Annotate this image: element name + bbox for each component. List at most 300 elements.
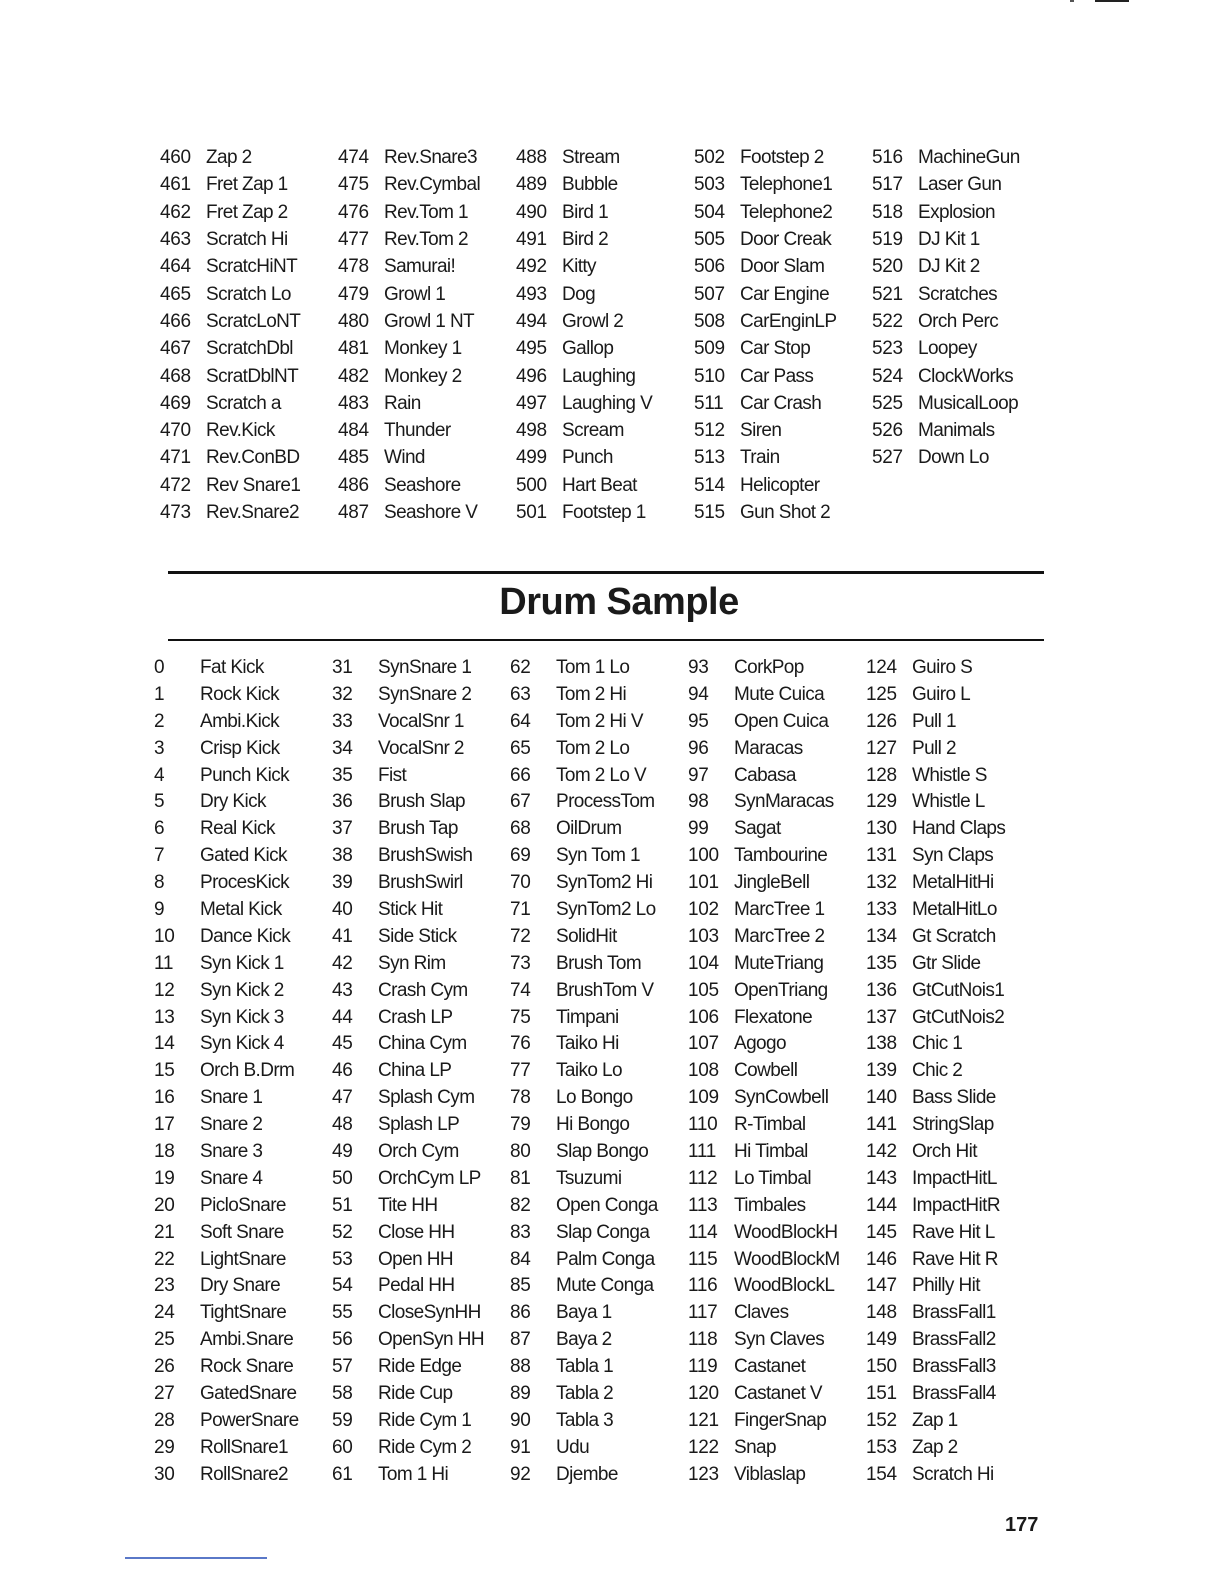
sound-name: Mute Conga bbox=[556, 1275, 654, 1297]
table-row bbox=[688, 1380, 866, 1407]
sound-number: 126 bbox=[866, 710, 897, 732]
sound-name: Ride Cym 2 bbox=[378, 1436, 472, 1458]
sound-number: 505 bbox=[694, 229, 725, 251]
table-row bbox=[516, 444, 694, 471]
sound-name: BrushSwirl bbox=[378, 872, 463, 894]
sound-name: Syn Rim bbox=[378, 952, 446, 974]
sound-number: 29 bbox=[154, 1436, 175, 1458]
sound-name: China LP bbox=[378, 1060, 452, 1082]
table-row bbox=[866, 1434, 1044, 1461]
sound-number: 68 bbox=[510, 818, 531, 840]
sound-number: 495 bbox=[516, 338, 547, 360]
table-row bbox=[154, 788, 332, 815]
sound-name: Telephone1 bbox=[740, 174, 833, 196]
sound-number: 89 bbox=[510, 1382, 531, 1404]
table-row bbox=[160, 417, 338, 444]
sound-name: Tom 2 Hi bbox=[556, 683, 627, 705]
sound-number: 127 bbox=[866, 737, 897, 759]
sound-number: 35 bbox=[332, 764, 353, 786]
sound-name: Laughing bbox=[562, 365, 636, 387]
table-row bbox=[154, 654, 332, 681]
sound-name: Rev.Tom 1 bbox=[384, 201, 468, 223]
sound-number: 63 bbox=[510, 683, 531, 705]
table-row bbox=[866, 1219, 1044, 1246]
table-row bbox=[510, 788, 688, 815]
table-row bbox=[332, 1219, 510, 1246]
sound-number: 77 bbox=[510, 1060, 531, 1082]
sound-number: 483 bbox=[338, 392, 369, 414]
table-row bbox=[154, 762, 332, 789]
sound-number: 90 bbox=[510, 1409, 531, 1431]
sound-number: 33 bbox=[332, 710, 353, 732]
table-row bbox=[872, 144, 1050, 171]
sound-number: 479 bbox=[338, 283, 369, 305]
sound-name: DJ Kit 1 bbox=[918, 229, 980, 251]
table-row bbox=[510, 1192, 688, 1219]
table-row bbox=[866, 1272, 1044, 1299]
table-row bbox=[872, 308, 1050, 335]
sound-number: 503 bbox=[694, 174, 725, 196]
table-row bbox=[516, 335, 694, 362]
table-row bbox=[866, 815, 1044, 842]
sound-name: OpenSyn HH bbox=[378, 1329, 484, 1351]
sound-number: 6 bbox=[154, 818, 165, 840]
table-row bbox=[694, 171, 872, 198]
sound-name: Syn Kick 3 bbox=[200, 1006, 284, 1028]
sound-name: Tom 2 Hi V bbox=[556, 710, 643, 732]
drum-sample-table bbox=[154, 654, 1050, 1488]
sound-number: 80 bbox=[510, 1140, 531, 1162]
table-row bbox=[510, 1461, 688, 1488]
table-row bbox=[872, 253, 1050, 280]
table-row bbox=[510, 950, 688, 977]
sound-name: FingerSnap bbox=[734, 1409, 827, 1431]
table-row bbox=[872, 226, 1050, 253]
sound-name: Car Stop bbox=[740, 338, 811, 360]
upper-sound-table bbox=[160, 144, 1050, 526]
sound-number: 65 bbox=[510, 737, 531, 759]
sound-name: Guiro L bbox=[912, 683, 971, 705]
table-row bbox=[688, 1434, 866, 1461]
sound-number: 137 bbox=[866, 1006, 897, 1028]
table-row bbox=[510, 762, 688, 789]
sound-number: 129 bbox=[866, 791, 897, 813]
sound-name: Dog bbox=[562, 283, 596, 305]
sound-name: Scratch Hi bbox=[912, 1463, 994, 1485]
sound-name: ProcessTom bbox=[556, 791, 655, 813]
table-row bbox=[338, 499, 516, 526]
sound-name: Snap bbox=[734, 1436, 776, 1458]
sound-number: 523 bbox=[872, 338, 903, 360]
table-row bbox=[516, 280, 694, 307]
table-row bbox=[516, 226, 694, 253]
sound-name: LightSnare bbox=[200, 1248, 286, 1270]
sound-name: Rev.Snare2 bbox=[206, 502, 299, 523]
sound-name: ScratDblNT bbox=[206, 365, 299, 387]
sound-number: 104 bbox=[688, 952, 719, 974]
sound-number: 38 bbox=[332, 845, 353, 867]
sound-name: Rock Kick bbox=[200, 683, 280, 705]
table-row bbox=[332, 1461, 510, 1488]
sound-number: 36 bbox=[332, 791, 353, 813]
sound-number: 507 bbox=[694, 283, 725, 305]
sound-name: Tom 1 Lo bbox=[556, 656, 630, 678]
table-row bbox=[516, 472, 694, 499]
sound-number: 113 bbox=[688, 1194, 718, 1216]
table-row bbox=[688, 815, 866, 842]
sound-name: Bass Slide bbox=[912, 1087, 996, 1109]
table-row bbox=[510, 896, 688, 923]
sound-name: Stream bbox=[562, 147, 620, 169]
table-row bbox=[516, 253, 694, 280]
sound-number: 516 bbox=[872, 147, 903, 169]
table-row bbox=[872, 171, 1050, 198]
sound-number: 105 bbox=[688, 979, 719, 1001]
sound-name: Growl 1 bbox=[384, 283, 446, 305]
table-row bbox=[872, 362, 1050, 389]
table-row bbox=[338, 362, 516, 389]
sound-name: Scratch Hi bbox=[206, 229, 288, 251]
table-row bbox=[160, 472, 338, 499]
sound-number: 62 bbox=[510, 656, 531, 678]
sound-name: Laser Gun bbox=[918, 174, 1002, 196]
sound-name: Brush Slap bbox=[378, 791, 465, 813]
table-row bbox=[510, 1272, 688, 1299]
sound-number: 469 bbox=[160, 392, 191, 414]
sound-name: Ride Edge bbox=[378, 1356, 462, 1378]
sound-name: Brush Tap bbox=[378, 818, 458, 840]
table-row bbox=[154, 1353, 332, 1380]
sound-name: Slap Conga bbox=[556, 1221, 650, 1243]
sound-name: CarEnginLP bbox=[740, 310, 837, 332]
table-row bbox=[516, 362, 694, 389]
sound-number: 17 bbox=[154, 1114, 175, 1136]
sound-number: 45 bbox=[332, 1033, 353, 1055]
table-row bbox=[510, 1004, 688, 1031]
sound-name: WoodBlockM bbox=[734, 1248, 840, 1270]
sound-name: ProcesKick bbox=[200, 872, 290, 894]
sound-number: 475 bbox=[338, 174, 369, 196]
sound-number: 4 bbox=[154, 764, 165, 786]
sound-number: 499 bbox=[516, 447, 547, 469]
sound-number: 92 bbox=[510, 1463, 531, 1485]
table-row bbox=[516, 144, 694, 171]
table-row bbox=[866, 654, 1044, 681]
sound-number: 526 bbox=[872, 420, 903, 442]
table-row bbox=[688, 977, 866, 1004]
table-row bbox=[866, 1030, 1044, 1057]
table-column bbox=[332, 654, 510, 1488]
table-row bbox=[872, 199, 1050, 226]
table-row bbox=[866, 681, 1044, 708]
table-row bbox=[160, 253, 338, 280]
sound-name: TightSnare bbox=[200, 1302, 287, 1324]
sound-number: 20 bbox=[154, 1194, 175, 1216]
sound-number: 138 bbox=[866, 1033, 897, 1055]
table-column bbox=[872, 144, 1050, 526]
sound-name: Hand Claps bbox=[912, 818, 1006, 840]
sound-number: 144 bbox=[866, 1194, 897, 1216]
sound-name: Scratches bbox=[918, 283, 998, 305]
table-row bbox=[332, 654, 510, 681]
sound-number: 527 bbox=[872, 447, 903, 469]
sound-name: Tom 1 Hi bbox=[378, 1463, 449, 1485]
sound-name: ImpactHitR bbox=[912, 1194, 1000, 1216]
table-row bbox=[154, 815, 332, 842]
sound-number: 521 bbox=[872, 283, 903, 305]
sound-number: 497 bbox=[516, 392, 547, 414]
sound-name: BrassFall2 bbox=[912, 1329, 996, 1351]
sound-name: Gtr Slide bbox=[912, 952, 981, 974]
table-row bbox=[866, 1138, 1044, 1165]
table-row bbox=[688, 1272, 866, 1299]
sound-name: Baya 2 bbox=[556, 1329, 612, 1351]
table-row bbox=[694, 417, 872, 444]
table-row bbox=[154, 1004, 332, 1031]
sound-number: 525 bbox=[872, 392, 903, 414]
sound-name: Lo Timbal bbox=[734, 1167, 811, 1189]
sound-number: 27 bbox=[154, 1382, 175, 1404]
sound-name: MuteTriang bbox=[734, 952, 824, 974]
sound-name: SynSnare 2 bbox=[378, 683, 472, 705]
sound-number: 506 bbox=[694, 256, 725, 278]
sound-number: 485 bbox=[338, 447, 369, 469]
table-row bbox=[338, 280, 516, 307]
sound-number: 39 bbox=[332, 872, 353, 894]
sound-number: 108 bbox=[688, 1060, 719, 1082]
sound-number: 524 bbox=[872, 365, 903, 387]
table-row bbox=[872, 335, 1050, 362]
sound-number: 87 bbox=[510, 1329, 531, 1351]
table-row bbox=[510, 1246, 688, 1273]
table-row bbox=[154, 1219, 332, 1246]
sound-name: ScratcLoNT bbox=[206, 310, 301, 332]
table-row bbox=[688, 1084, 866, 1111]
sound-name: ImpactHitL bbox=[912, 1167, 997, 1189]
sound-number: 508 bbox=[694, 310, 725, 332]
table-row bbox=[866, 896, 1044, 923]
table-row bbox=[510, 1353, 688, 1380]
table-row bbox=[154, 1407, 332, 1434]
sound-number: 117 bbox=[688, 1302, 718, 1324]
table-row bbox=[510, 977, 688, 1004]
table-row bbox=[694, 444, 872, 471]
table-row bbox=[866, 1111, 1044, 1138]
table-row bbox=[866, 1407, 1044, 1434]
sound-number: 462 bbox=[160, 201, 191, 223]
sound-number: 7 bbox=[154, 845, 165, 867]
table-row bbox=[688, 681, 866, 708]
sound-number: 472 bbox=[160, 474, 191, 496]
sound-number: 40 bbox=[332, 898, 353, 920]
sound-number: 85 bbox=[510, 1275, 531, 1297]
sound-name: OilDrum bbox=[556, 818, 622, 840]
sound-name: Castanet V bbox=[734, 1382, 822, 1404]
table-row bbox=[332, 977, 510, 1004]
sound-number: 43 bbox=[332, 979, 353, 1001]
table-row bbox=[332, 1407, 510, 1434]
table-row bbox=[688, 1246, 866, 1273]
sound-number: 493 bbox=[516, 283, 547, 305]
sound-name: BrassFall3 bbox=[912, 1356, 996, 1378]
sound-name: MarcTree 1 bbox=[734, 898, 825, 920]
sound-name: JingleBell bbox=[734, 872, 810, 894]
sound-number: 141 bbox=[866, 1114, 897, 1136]
sound-name: ScratcHiNT bbox=[206, 256, 298, 278]
table-row bbox=[688, 1407, 866, 1434]
table-row bbox=[694, 144, 872, 171]
sound-number: 54 bbox=[332, 1275, 353, 1297]
sound-name: Rave Hit L bbox=[912, 1221, 995, 1243]
table-row bbox=[332, 1353, 510, 1380]
sound-name: Tom 2 Lo bbox=[556, 737, 630, 759]
sound-number: 101 bbox=[688, 872, 719, 894]
table-row bbox=[332, 1299, 510, 1326]
table-row bbox=[332, 762, 510, 789]
table-row bbox=[688, 1165, 866, 1192]
sound-number: 82 bbox=[510, 1194, 531, 1216]
sound-number: 86 bbox=[510, 1302, 531, 1324]
sound-name: Growl 1 NT bbox=[384, 310, 475, 332]
table-row bbox=[510, 681, 688, 708]
sound-name: MusicalLoop bbox=[918, 392, 1019, 414]
sound-number: 132 bbox=[866, 872, 897, 894]
table-row bbox=[866, 1246, 1044, 1273]
sound-number: 131 bbox=[866, 845, 897, 867]
sound-name: Seashore bbox=[384, 474, 461, 496]
table-row bbox=[332, 1084, 510, 1111]
sound-name: Open Cuica bbox=[734, 710, 829, 732]
sound-name: Splash LP bbox=[378, 1114, 460, 1136]
table-row bbox=[866, 869, 1044, 896]
sound-number: 60 bbox=[332, 1436, 353, 1458]
sound-name: Gt Scratch bbox=[912, 925, 996, 947]
sound-number: 494 bbox=[516, 310, 547, 332]
sound-number: 50 bbox=[332, 1167, 353, 1189]
sound-number: 112 bbox=[688, 1167, 718, 1189]
sound-name: Timbales bbox=[734, 1194, 806, 1216]
sound-number: 115 bbox=[688, 1248, 718, 1270]
table-row bbox=[516, 390, 694, 417]
sound-number: 3 bbox=[154, 737, 165, 759]
sound-number: 491 bbox=[516, 229, 547, 251]
table-row bbox=[516, 417, 694, 444]
table-row bbox=[866, 950, 1044, 977]
sound-name: Fat Kick bbox=[200, 656, 264, 678]
sound-number: 148 bbox=[866, 1302, 897, 1324]
table-row bbox=[160, 226, 338, 253]
sound-number: 84 bbox=[510, 1248, 531, 1270]
sound-name: Tite HH bbox=[378, 1194, 438, 1216]
table-row bbox=[516, 199, 694, 226]
sound-name: Pull 1 bbox=[912, 710, 956, 732]
table-column bbox=[688, 654, 866, 1488]
sound-number: 522 bbox=[872, 310, 903, 332]
sound-name: WoodBlockL bbox=[734, 1275, 835, 1297]
table-row bbox=[332, 1246, 510, 1273]
sound-number: 88 bbox=[510, 1356, 531, 1378]
sound-number: 520 bbox=[872, 256, 903, 278]
sound-name: Side Stick bbox=[378, 925, 457, 947]
table-row bbox=[338, 171, 516, 198]
sound-name: Castanet bbox=[734, 1356, 806, 1378]
table-row bbox=[866, 708, 1044, 735]
table-row bbox=[866, 1084, 1044, 1111]
table-row bbox=[154, 1192, 332, 1219]
sound-number: 135 bbox=[866, 952, 897, 974]
table-row bbox=[510, 1138, 688, 1165]
sound-name: Dry Kick bbox=[200, 791, 266, 813]
table-row bbox=[694, 308, 872, 335]
table-row bbox=[510, 1165, 688, 1192]
table-row bbox=[332, 708, 510, 735]
sound-name: Syn Kick 1 bbox=[200, 952, 284, 974]
sound-name: Hart Beat bbox=[562, 474, 637, 496]
sound-name: RollSnare1 bbox=[200, 1436, 288, 1458]
table-row bbox=[338, 199, 516, 226]
sound-name: Kitty bbox=[562, 256, 596, 278]
sound-name: Snare 3 bbox=[200, 1140, 263, 1162]
sound-number: 79 bbox=[510, 1114, 531, 1136]
sound-name: SynTom2 Hi bbox=[556, 872, 653, 894]
table-row bbox=[872, 280, 1050, 307]
sound-number: 134 bbox=[866, 925, 897, 947]
sound-number: 83 bbox=[510, 1221, 531, 1243]
sound-number: 106 bbox=[688, 1006, 719, 1028]
sound-name: Whistle S bbox=[912, 764, 987, 786]
table-row bbox=[510, 1380, 688, 1407]
sound-number: 71 bbox=[510, 898, 531, 920]
sound-number: 66 bbox=[510, 764, 531, 786]
sound-number: 519 bbox=[872, 229, 903, 251]
sound-number: 476 bbox=[338, 201, 369, 223]
sound-number: 19 bbox=[154, 1167, 175, 1189]
sound-number: 473 bbox=[160, 502, 191, 523]
table-row bbox=[866, 1461, 1044, 1488]
sound-name: Claves bbox=[734, 1302, 789, 1324]
sound-number: 55 bbox=[332, 1302, 353, 1324]
table-row bbox=[332, 788, 510, 815]
sound-name: Bird 2 bbox=[562, 229, 609, 251]
table-row bbox=[866, 762, 1044, 789]
sound-number: 510 bbox=[694, 365, 725, 387]
sound-name: Fist bbox=[378, 764, 407, 786]
sound-name: Baya 1 bbox=[556, 1302, 612, 1324]
sound-number: 81 bbox=[510, 1167, 531, 1189]
sound-number: 18 bbox=[154, 1140, 175, 1162]
sound-name: Siren bbox=[740, 420, 782, 442]
sound-name: Stick Hit bbox=[378, 898, 443, 920]
sound-number: 9 bbox=[154, 898, 165, 920]
table-row bbox=[866, 977, 1044, 1004]
sound-name: OrchCym LP bbox=[378, 1167, 481, 1189]
sound-number: 10 bbox=[154, 925, 175, 947]
sound-number: 28 bbox=[154, 1409, 175, 1431]
page-number: 177 bbox=[1005, 1514, 1039, 1536]
table-row bbox=[332, 1434, 510, 1461]
sound-name: Tsuzumi bbox=[556, 1167, 622, 1189]
sound-number: 120 bbox=[688, 1382, 719, 1404]
sound-name: Orch Hit bbox=[912, 1140, 977, 1162]
sound-name: ClockWorks bbox=[918, 365, 1013, 387]
table-row bbox=[154, 1434, 332, 1461]
sound-number: 23 bbox=[154, 1275, 175, 1297]
sound-name: Syn Claves bbox=[734, 1329, 825, 1351]
sound-number: 14 bbox=[154, 1033, 175, 1055]
sound-name: Loopey bbox=[918, 338, 977, 360]
table-row bbox=[154, 1380, 332, 1407]
sound-name: Orch Perc bbox=[918, 310, 999, 332]
